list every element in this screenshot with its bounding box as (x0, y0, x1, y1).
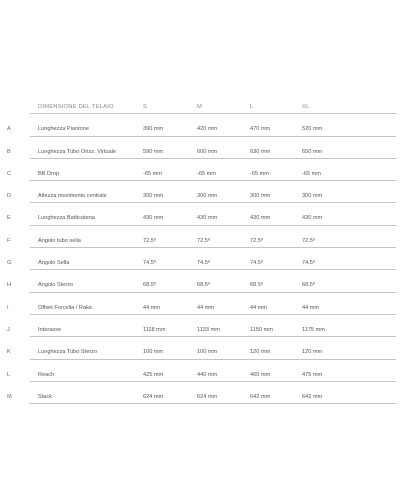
value-l: 300 mm (250, 193, 271, 200)
row-label: Reach (38, 371, 55, 378)
table-row (0, 293, 400, 315)
row-letter: J (7, 326, 10, 333)
value-m: 600 mm (197, 148, 218, 155)
value-xl: 300 mm (302, 193, 323, 200)
value-xl: 120 mm (302, 349, 323, 356)
value-m: 430 mm (197, 215, 218, 222)
value-l: 460 mm (250, 371, 271, 378)
header-size-m: M (197, 104, 203, 110)
value-s: 430 mm (143, 215, 164, 222)
row-label: Altezza movimento centrale (38, 193, 107, 200)
row-label: Offset Forcella / Rake (38, 304, 92, 311)
value-m: 72.5º (197, 237, 210, 244)
row-label: Angolo tubo sella (38, 237, 81, 244)
row-letter: L (7, 371, 11, 378)
row-letter: B (7, 148, 11, 155)
value-xl: 642 mm (302, 393, 323, 400)
row-label: Angolo Sella (38, 260, 70, 267)
value-m: 74.5º (197, 260, 210, 267)
value-xl: 74.5º (302, 260, 315, 267)
row-label: Lunghezza Tubo Sterzo (38, 349, 98, 356)
table-row (0, 203, 400, 225)
table-row (0, 315, 400, 337)
value-xl: 520 mm (302, 126, 323, 133)
value-s: 425 mm (143, 371, 164, 378)
row-label: Lunghezza Piantone (38, 126, 90, 133)
value-m: 1133 mm (197, 326, 220, 333)
row-letter: H (7, 282, 12, 289)
value-s: 74.5º (143, 260, 156, 267)
row-letter: K (7, 349, 11, 356)
row-letter: E (7, 215, 11, 222)
value-l: 44 mm (250, 304, 268, 311)
row-letter: M (7, 393, 12, 400)
row-letter: D (7, 193, 12, 200)
row-letter: F (7, 237, 11, 244)
value-xl: 1175 mm (302, 326, 325, 333)
value-m: 420 mm (197, 126, 218, 133)
value-l: 630 mm (250, 148, 271, 155)
value-xl: 44 mm (302, 304, 320, 311)
value-l: 68.5º (250, 282, 263, 289)
value-l: 642 mm (250, 393, 271, 400)
value-l: 72.5º (250, 237, 263, 244)
header-frame-size: DIMENSIONE DEL TELAIO (38, 104, 114, 110)
value-s: 624 mm (143, 393, 164, 400)
value-s: 68.5º (143, 282, 156, 289)
value-s: 100 mm (143, 349, 164, 356)
value-s: 72.5º (143, 237, 156, 244)
value-l: 1150 mm (250, 326, 273, 333)
table-row (0, 360, 400, 382)
value-m: 440 mm (197, 371, 218, 378)
value-m: 624 mm (197, 393, 218, 400)
value-s: 1118 mm (143, 326, 166, 333)
table-row (0, 382, 400, 404)
row-label: Lunghezza Tubo Orizz. Virtuale (38, 148, 116, 155)
table-row (0, 226, 400, 248)
value-s: 390 mm (143, 126, 164, 133)
row-letter: C (7, 170, 12, 177)
header-size-s: S (143, 104, 148, 110)
value-s: 590 mm (143, 148, 164, 155)
row-label: Lunghezza Batticatena (38, 215, 95, 222)
table-header-row (0, 92, 400, 114)
table-row (0, 337, 400, 359)
table-row (0, 114, 400, 136)
value-l: 430 mm (250, 215, 271, 222)
value-l: 74.5º (250, 260, 263, 267)
value-xl: 650 mm (302, 148, 323, 155)
value-m: 300 mm (197, 193, 218, 200)
value-xl: 72.5º (302, 237, 315, 244)
table-row (0, 159, 400, 181)
row-label: Angolo Sterzo (38, 282, 74, 289)
value-l: 470 mm (250, 126, 271, 133)
geometry-table (0, 92, 400, 404)
row-label: Interasse (38, 326, 62, 333)
table-row (0, 248, 400, 270)
value-m: -65 mm (197, 170, 216, 177)
value-m: 68.5º (197, 282, 210, 289)
value-l: -65 mm (250, 170, 269, 177)
value-m: 100 mm (197, 349, 218, 356)
row-letter: G (7, 260, 12, 267)
table-row (0, 270, 400, 292)
row-label: BB Drop (38, 170, 60, 177)
header-size-l: L (250, 104, 254, 110)
value-s: -65 mm (143, 170, 162, 177)
value-s: 44 mm (143, 304, 161, 311)
value-xl: 475 mm (302, 371, 323, 378)
row-label: Stack (38, 393, 52, 400)
value-l: 120 mm (250, 349, 271, 356)
value-xl: -65 mm (302, 170, 321, 177)
value-s: 300 mm (143, 193, 164, 200)
table-row (0, 137, 400, 159)
table-row (0, 181, 400, 203)
value-xl: 430 mm (302, 215, 323, 222)
value-m: 44 mm (197, 304, 215, 311)
row-letter: I (7, 304, 9, 311)
value-xl: 68.5º (302, 282, 315, 289)
row-letter: A (7, 126, 11, 133)
header-size-xl: XL (302, 104, 310, 110)
